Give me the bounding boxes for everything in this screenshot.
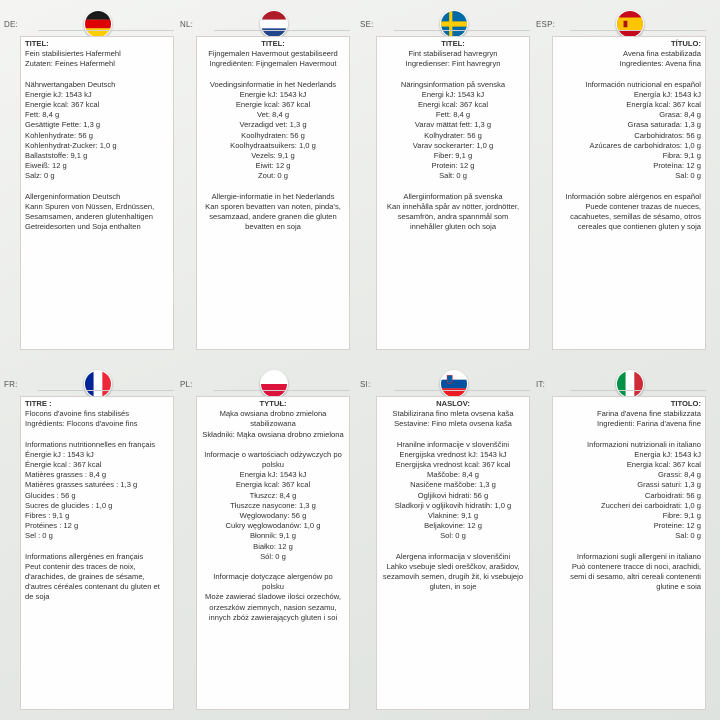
divider: [394, 30, 530, 31]
label-line: Kohlenhydrate: 56 g: [25, 130, 93, 140]
label-line: Sol: 0 g: [440, 531, 466, 541]
label-line: Verzadigd vet: 1,3 g: [239, 120, 307, 130]
label-line: Ingredienser: Fint havregryn: [405, 59, 501, 69]
label-line: Tłuszcz: 8,4 g: [249, 490, 297, 500]
label-line: Fett: 8,4 g: [435, 110, 471, 120]
label-line: sezamovih semen, drugih žit, ki vsebujejo: [382, 572, 524, 582]
label-line: Allergiinformation på svenska: [403, 191, 503, 201]
label-line: Proteína: 12 g: [653, 161, 701, 171]
panel-si: [360, 370, 530, 710]
spacer: [557, 182, 701, 192]
spacer: [557, 70, 701, 80]
label-title: TITEL:: [261, 39, 285, 48]
label-line: polsku: [262, 460, 284, 470]
label-line: Grassi saturi: 1,3 g: [637, 480, 701, 490]
label-line: Fint stabiliserad havregryn: [408, 49, 498, 59]
panel-fr: [4, 370, 174, 710]
italy-flag-icon: [616, 370, 644, 398]
label-line: Fijngemalen Havermout gestabiliseerd: [208, 49, 338, 59]
label-title: TÍTULO:: [671, 39, 701, 48]
label-line: Błonnik: 9,1 g: [249, 531, 296, 541]
label-line: Fibre: 9,1 g: [662, 511, 701, 521]
label-line: bevatten en soja: [245, 222, 301, 232]
language-code: NL:: [180, 20, 194, 29]
label-line: cereales que contienen gluten y soja: [577, 222, 701, 232]
label-line: Carboidrati: 56 g: [644, 490, 701, 500]
label-line: de soja: [25, 592, 50, 602]
label-line: d'arachides, de graines de sésame,: [25, 572, 145, 582]
label-line: Informazioni sugli allergeni in italiano: [576, 551, 701, 561]
label-line: Kan sporen bevatten van noten, pinda's,: [205, 201, 341, 211]
label-line: Energie kJ: 1543 kJ: [239, 89, 307, 99]
label-line: Zutaten: Feines Hafermehl: [25, 59, 115, 69]
spacer: [557, 430, 701, 440]
divider: [394, 390, 530, 391]
label-line: orzeszków ziemnych, nasion sezamu,: [209, 602, 337, 612]
label-line: Energi kcal: 367 kcal: [417, 100, 489, 110]
label-line: semi di sesamo, altri cereali contenenti: [570, 572, 701, 582]
label-line: Protéines : 12 g: [25, 521, 79, 531]
language-code: IT:: [536, 380, 546, 389]
label-line: Stabilizirana fino mleta ovsena kaša: [392, 409, 514, 419]
label-line: gluten, in soje: [429, 582, 477, 592]
label-line: Peut contenir des traces de noix,: [25, 561, 136, 571]
spacer: [201, 70, 345, 80]
label-line: Nährwertangaben Deutsch: [25, 79, 116, 89]
divider: [570, 30, 706, 31]
label-line: Informations nutritionnelles en français: [25, 439, 156, 449]
label-line: Energia kcal: 367 kcal: [626, 460, 701, 470]
panel-it: [536, 370, 706, 710]
label-line: Energia kcal: 367 kcal: [235, 480, 311, 490]
label-line: Energijska vrednost kcal: 367 kcal: [395, 460, 511, 470]
spacer: [381, 182, 525, 192]
label-line: Ingrediënten: Fijngemalen Havermout: [209, 59, 337, 69]
language-code: DE:: [4, 20, 18, 29]
label-title: TITEL:: [25, 39, 49, 48]
label-line: Może zawierać śladowe ilości orzechów,: [205, 592, 341, 602]
divider: [38, 30, 174, 31]
label-line: Voedingsinformatie in het Nederlands: [209, 79, 337, 89]
label-line: Ogljikovi hidrati: 56 g: [417, 490, 489, 500]
label-line: Gesättigte Fette: 1,3 g: [25, 120, 101, 130]
label-line: Énergie kcal : 367 kcal: [25, 460, 102, 470]
sweden-flag-icon: [440, 10, 468, 38]
label-title: TITRE :: [25, 399, 52, 408]
label-line: Alergena informacija v slovenščini: [395, 551, 511, 561]
label-line: Energía kJ: 1543 kJ: [633, 89, 701, 99]
label-line: Sucres de glucides : 1,0 g: [25, 500, 113, 510]
label-line: Informations allergènes en français: [25, 551, 144, 561]
label-card: [20, 396, 174, 710]
label-line: Grassi: 8,4 g: [657, 470, 701, 480]
panel-de: [4, 10, 174, 350]
language-code: SI:: [360, 380, 371, 389]
label-line: Fibra: 9,1 g: [662, 151, 701, 161]
label-line: Energie kJ: 1543 kJ: [25, 89, 92, 99]
label-line: Proteine: 12 g: [653, 521, 701, 531]
label-line: Informazioni nutrizionali in italiano: [587, 439, 701, 449]
label-line: Fein stabilisiertes Hafermehl: [25, 49, 121, 59]
label-line: Fett: 8,4 g: [25, 110, 60, 120]
label-line: Avena fina estabilizada: [623, 49, 701, 59]
slovenia-flag-icon: [440, 370, 468, 398]
label-line: Tłuszcze nasycone: 1,3 g: [230, 500, 316, 510]
label-line: Vet: 8,4 g: [256, 110, 290, 120]
label-line: Sal: 0 g: [675, 531, 701, 541]
spacer: [381, 542, 525, 552]
label-card: [196, 396, 350, 710]
spacer: [201, 440, 345, 450]
label-card: [376, 396, 530, 710]
label-line: Sól: 0 g: [260, 551, 286, 561]
label-line: Può contenere tracce di noci, arachidi,: [571, 561, 701, 571]
label-line: Koolhydraten: 56 g: [241, 130, 305, 140]
label-line: Matières grasses : 8,4 g: [25, 470, 107, 480]
label-line: Mąka owsiana drobno zmielona: [219, 409, 327, 419]
label-line: Salz: 0 g: [25, 171, 55, 181]
language-code: SE:: [360, 20, 374, 29]
label-line: Ingrédients: Flocons d'avoine fins: [25, 419, 138, 429]
label-line: Vlaknine: 9,1 g: [427, 511, 479, 521]
label-line: innych zbóż zawierających gluten i soi: [208, 612, 338, 622]
label-line: Cukry węglowodanów: 1,0 g: [225, 521, 321, 531]
divider: [214, 30, 350, 31]
label-line: Fibres : 9,1 g: [25, 511, 70, 521]
label-line: Energia kJ: 1543 kJ: [239, 470, 307, 480]
label-line: Varav mättat fett: 1,3 g: [414, 120, 492, 130]
label-line: Zout: 0 g: [258, 171, 288, 181]
label-line: Informacje dotyczące alergenów po: [213, 572, 333, 582]
spacer: [25, 182, 169, 192]
language-code: PL:: [180, 380, 193, 389]
panel-nl: [180, 10, 350, 350]
label-line: Sel : 0 g: [25, 531, 53, 541]
label-line: Energia kJ: 1543 kJ: [634, 449, 701, 459]
label-line: Składniki: Mąka owsiana drobno zmielona: [202, 429, 344, 439]
label-line: stabilizowana: [250, 419, 296, 429]
label-line: Ingredientes: Avena fina: [619, 59, 701, 69]
label-line: d'autres céréales contenant du gluten et: [25, 582, 160, 592]
spacer: [25, 542, 169, 552]
netherlands-flag-icon: [260, 10, 288, 38]
label-title: TITEL:: [441, 39, 465, 48]
label-line: Allergie-informatie in het Nederlands: [211, 191, 335, 201]
label-line: Eiwit: 12 g: [255, 161, 291, 171]
spacer: [25, 70, 169, 80]
label-line: glutine e soia: [656, 582, 701, 592]
label-line: Grasa saturada: 1,3 g: [627, 120, 701, 130]
label-title: NASLOV:: [436, 399, 470, 408]
spacer: [381, 430, 525, 440]
label-line: Koolhydraatsuikers: 1,0 g: [230, 140, 316, 150]
label-line: Protein: 12 g: [431, 161, 475, 171]
label-line: Beljakovine: 12 g: [424, 521, 482, 531]
label-line: Sal: 0 g: [675, 171, 701, 181]
divider: [214, 390, 350, 391]
label-line: Maščobe: 8,4 g: [427, 470, 479, 480]
spacer: [201, 182, 345, 192]
label-line: Ingredienti: Farina d'avena fine: [596, 419, 701, 429]
panel-se: [360, 10, 530, 350]
label-line: Ballaststoffe: 9,1 g: [25, 151, 88, 161]
label-title: TYTUŁ:: [259, 399, 287, 408]
spacer: [381, 70, 525, 80]
label-line: Kan innehålla spår av nötter, jordnötter,: [386, 201, 520, 211]
spacer: [25, 430, 169, 440]
label-line: Hranilne informacije v slovenščini: [396, 439, 510, 449]
label-line: Sesamsamen, anderen glutenhaltigen: [25, 212, 153, 222]
label-line: Białko: 12 g: [253, 541, 293, 551]
label-line: innehåller gluten och soja: [409, 222, 497, 232]
label-line: Puede contener trazas de nueces,: [585, 201, 701, 211]
label-line: Salt: 0 g: [439, 171, 467, 181]
label-line: Carbohidratos: 56 g: [634, 130, 701, 140]
label-line: Nasičene maščobe: 1,3 g: [410, 480, 496, 490]
label-line: polsku: [262, 582, 284, 592]
panel-es: [536, 10, 706, 350]
label-line: Varav sockerarter: 1,0 g: [412, 140, 494, 150]
label-line: Matières grasses saturées : 1,3 g: [25, 480, 138, 490]
label-card: [376, 36, 530, 350]
label-line: Informacje o wartościach odżywczych po: [204, 449, 342, 459]
label-line: Energía kcal: 367 kcal: [626, 100, 701, 110]
poland-flag-icon: [260, 370, 288, 398]
spacer: [557, 542, 701, 552]
spain-flag-icon: [616, 10, 644, 38]
label-line: Energie kcal: 367 kcal: [235, 100, 311, 110]
label-line: Näringsinformation på svenska: [400, 79, 506, 89]
language-code: FR:: [4, 380, 18, 389]
france-flag-icon: [84, 370, 112, 398]
label-line: Lahko vsebuje sledi oreščkov, arašidov,: [386, 561, 520, 571]
germany-flag-icon: [84, 10, 112, 38]
spacer: [201, 562, 345, 572]
label-line: Węglowodany: 56 g: [239, 511, 307, 521]
label-line: Allergeninformation Deutsch: [25, 191, 121, 201]
label-line: Eiweiß: 12 g: [25, 161, 67, 171]
label-line: Energie kcal: 367 kcal: [25, 100, 100, 110]
label-line: Fiber: 9,1 g: [433, 151, 473, 161]
label-card: [552, 36, 706, 350]
label-line: Flocons d'avoine fins stabilisés: [25, 409, 130, 419]
label-line: Farina d'avena fine stabilizzata: [596, 409, 701, 419]
label-title: TITOLO:: [670, 399, 701, 408]
label-line: Getreidesorten und Soja enthalten: [25, 222, 141, 232]
label-line: Sladkorji v ogljikovih hidratih: 1,0 g: [394, 500, 512, 510]
label-line: Información sobre alérgenos en español: [565, 191, 701, 201]
label-line: Energi kJ: 1543 kJ: [421, 89, 485, 99]
label-line: Glucides : 56 g: [25, 490, 76, 500]
label-card: [20, 36, 174, 350]
language-code: ESP:: [536, 20, 556, 29]
label-card: [196, 36, 350, 350]
label-line: Kann Spuren von Nüssen, Erdnüssen,: [25, 201, 155, 211]
label-line: sesamfrön, andra spannmål som: [397, 212, 509, 222]
label-line: Kohlenhydrat-Zucker: 1,0 g: [25, 140, 117, 150]
label-line: Sestavine: Fino mleta ovsena kaša: [394, 419, 512, 429]
label-line: Vezels: 9,1 g: [251, 151, 295, 161]
label-line: Kolhydrater: 56 g: [424, 130, 482, 140]
label-line: Zuccheri dei carboidrati: 1,0 g: [600, 500, 701, 510]
label-line: Azúcares de carbohidratos: 1,0 g: [589, 140, 701, 150]
label-line: Información nutricional en español: [585, 79, 701, 89]
panel-pl: [180, 370, 350, 710]
label-line: Energijska vrednost kJ: 1543 kJ: [399, 449, 507, 459]
label-line: Grasa: 8,4 g: [659, 110, 701, 120]
label-line: sesamzaad, andere granen die gluten: [209, 212, 337, 222]
divider: [570, 390, 706, 391]
divider: [38, 390, 174, 391]
label-card: [552, 396, 706, 710]
label-line: Énergie kJ : 1543 kJ: [25, 449, 94, 459]
label-line: cacahuetes, semillas de sésamo, otros: [570, 212, 701, 222]
